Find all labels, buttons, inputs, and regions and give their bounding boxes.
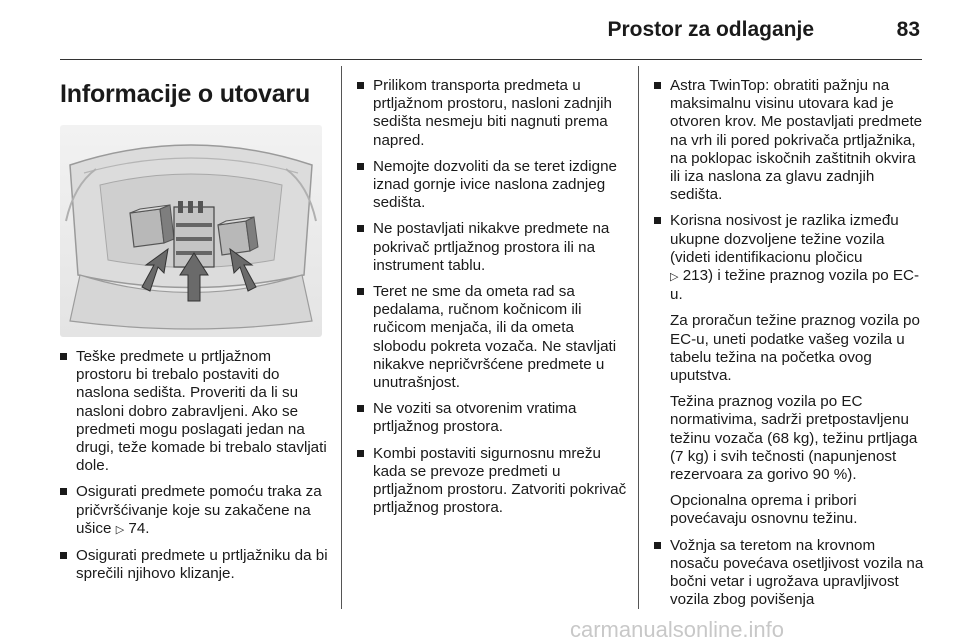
bullet-square-icon (654, 217, 661, 224)
bullet-square-icon (357, 225, 364, 232)
bullet-square-icon (60, 353, 67, 360)
list-item-text: Ne voziti sa otvorenim vratima prtljažnog prostora. (373, 400, 577, 436)
list-item (654, 537, 926, 610)
bullet-square-icon (357, 405, 364, 412)
list-item (60, 483, 328, 539)
list-item-text: Teret ne sme da ometa rad sa pedalama, ručnom kočnicom ili ručicom menjača, ili da ometa slobodu pokreta vozača. Ne stavljati nikakve nepričvršćene predmete u unutrašnjost. (373, 283, 617, 392)
column-1 (60, 348, 328, 591)
list-item-text: Teške predmete u prtljažnom prostoru bi trebalo postaviti do naslona sedišta. Proveriti da li su nasloni dobro zabravljeni. Ako se predmeti mogu poslagati jedan na drugi, teže komade bi trebalo stavljati dole. (76, 348, 327, 475)
page-reference[interactable]: 74. (128, 519, 150, 537)
column-2 (357, 77, 629, 525)
bullet-square-icon (357, 288, 364, 295)
list-item-text: Osigurati predmete u prtljažniku da bi sprečili njihovo klizanje. (76, 547, 328, 583)
list-item (357, 158, 629, 213)
paragraph: Težina praznog vozila po EC normativima, sadrži pretpostavljenu težinu vozača (68 kg), težinu prtljaga (7 kg) i svih tečnosti (napunjenost rezervoara za gorivo 90 %). (670, 393, 918, 484)
list-item-text: Korisna nosivost je razlika između ukupne dozvoljene težine vozila (videti identifikacionu pločicu (670, 212, 899, 266)
list-item (357, 445, 629, 518)
section-title: Informacije o utovaru (60, 80, 311, 108)
bullet-square-icon (60, 488, 67, 495)
bullet-square-icon (60, 552, 67, 559)
list-item (357, 400, 629, 436)
bullet-square-icon (654, 82, 661, 89)
bullet-square-icon (357, 450, 364, 457)
bullet-square-icon (357, 163, 364, 170)
list-item-text: Kombi postaviti sigurnosnu mrežu kada se prevoze predmeti u prtljažnom prostoru. Zatvoriti pokrivač prtljažnog prostora. (373, 444, 627, 517)
paragraph: Za proračun težine praznog vozila po EC-u, uneti podatke vašeg vozila u tabelu težina na početka ovog uputstva. (670, 312, 920, 385)
header-title: Prostor za odlaganje (607, 18, 814, 41)
page-reference[interactable]: 213) i težine praznog vozila po EC-u. (670, 267, 920, 304)
page-reference-arrow-icon: ▷ (670, 271, 679, 284)
list-item (60, 547, 328, 583)
page-reference-arrow-icon: ▷ (115, 523, 125, 536)
column-divider-2 (638, 66, 639, 609)
list-item-text: Nemojte dozvoliti da se teret izdigne iznad gornje ivice naslona zadnjeg sedišta. (373, 157, 617, 212)
column-3 (654, 77, 926, 617)
list-item (60, 348, 328, 475)
list-item-text: Vožnja sa teretom na krovnom nosaču povećava osetljivost vozila na bočni vetar i ugrožava upravljivost vozila zbog povišenja (670, 536, 924, 609)
list-item (357, 220, 629, 275)
list-item (654, 77, 926, 204)
list-item-text: Prilikom transporta predmeta u prtljažnom prostoru, nasloni zadnjih sedišta nesmeju biti nagnuti prema napred. (373, 77, 612, 149)
list-item (357, 77, 629, 150)
list-item-text: Osigurati predmete pomoću traka za pričvršćivanje koje su zakačene na ušice (76, 483, 322, 537)
list-item-text: Astra TwinTop: obratiti pažnju na maksimalnu visinu utovara kad je otvoren krov. Me postavljati predmete na vrh ili pored pokrivača prtljažnika, na poklopac iskočnih zaštitnih okvira ili iza naslona za glavu zadnjih sedišta. (670, 77, 923, 204)
page-number: 83 (896, 18, 920, 41)
bullet-square-icon (654, 542, 661, 549)
trunk-loading-illustration (60, 125, 322, 337)
list-item (357, 283, 629, 392)
list-item-text: Ne postavljati nikakve predmete na pokrivač prtljažnog prostora ili na instrument tablu. (373, 220, 610, 274)
paragraph: Opcionalna oprema i pribori povećavaju osnovnu težinu. (670, 492, 858, 528)
column-divider-1 (341, 66, 342, 609)
bullet-square-icon (357, 82, 364, 89)
header-rule (60, 59, 922, 60)
list-item (654, 212, 926, 304)
watermark: carmanualsonline.info (570, 617, 785, 642)
